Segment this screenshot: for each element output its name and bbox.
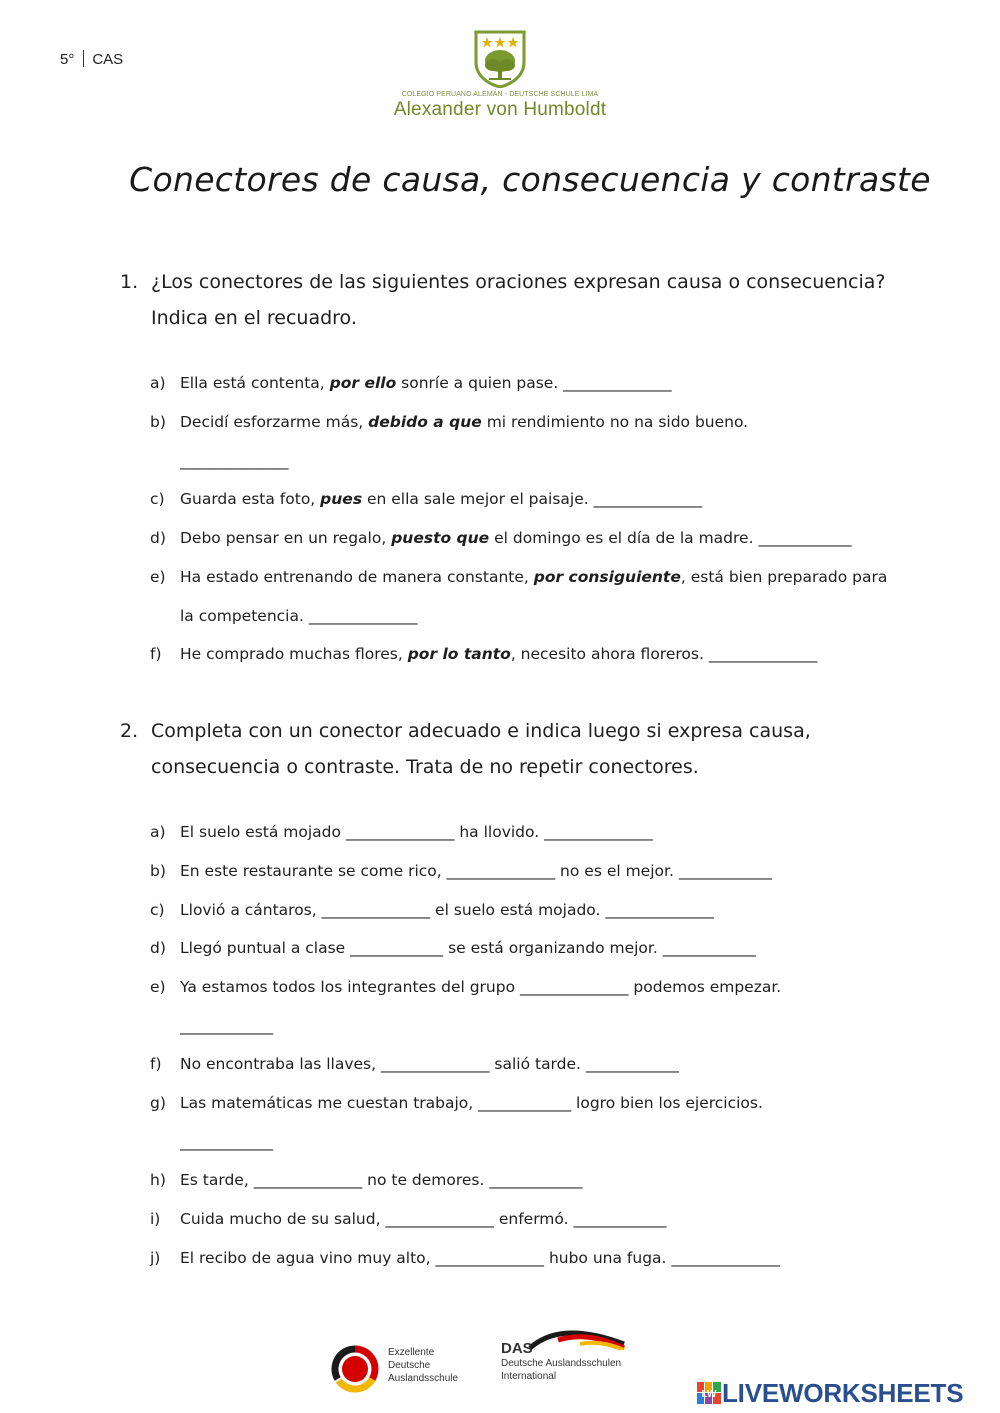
- grade-label: [60, 50, 123, 68]
- item-text: Guarda esta foto,: [180, 490, 321, 508]
- item-text: Llegó puntual a clase ____________ se está organizando mejor. ____________: [180, 939, 756, 957]
- item-text: Ya estamos todos los integrantes del grupo ______________ podemos empezar.: [180, 978, 782, 996]
- item-text: El recibo de agua vino muy alto, ______________ hubo una fuga. ______________: [180, 1249, 780, 1267]
- item-continuation[interactable]: la competencia. ______________: [180, 607, 418, 625]
- item-letter: c): [150, 490, 165, 508]
- answer-blank[interactable]: ____________: [180, 1017, 273, 1035]
- item-text: Es tarde, ______________ no te demores. ____________: [180, 1171, 583, 1189]
- exercise-item[interactable]: [150, 1054, 950, 1074]
- item-text: Debo pensar en un regalo,: [180, 529, 392, 547]
- item-text: , necesito ahora floreros. ______________: [510, 645, 818, 663]
- school-crest-icon: [474, 30, 526, 88]
- item-letter: h): [150, 1171, 166, 1189]
- item-text: Ha estado entrenando de manera constante,: [180, 568, 534, 586]
- item-letter: g): [150, 1094, 166, 1112]
- item-text: El suelo está mojado ______________ ha llovido. ______________: [180, 823, 653, 841]
- das-abbreviation: DAS: [501, 1340, 533, 1357]
- exercise-item[interactable]: [150, 822, 950, 842]
- item-text: En este restaurante se come rico, ______________ no es el mejor. ____________: [180, 862, 772, 880]
- item-letter: a): [150, 823, 166, 841]
- item-text: He comprado muchas flores,: [180, 645, 408, 663]
- das-line: International: [501, 1371, 557, 1382]
- exercise-item[interactable]: [150, 938, 950, 958]
- badge-text: LW: [701, 1389, 717, 1400]
- item-letter: e): [150, 978, 166, 996]
- school-name: Alexander von Humboldt: [393, 99, 607, 120]
- item-letter: b): [150, 862, 166, 880]
- connector-keyword: por ello: [329, 374, 397, 392]
- item-text: Llovió a cántaros, ______________ el suelo está mojado. ______________: [180, 901, 714, 919]
- item-text: , está bien preparado para: [680, 568, 888, 586]
- page-title: Conectores de causa, consecuencia y contraste: [129, 160, 931, 199]
- exercise-item: [150, 644, 950, 664]
- item-letter: a): [150, 374, 166, 392]
- item-letter: d): [150, 529, 166, 547]
- exercise-item[interactable]: [150, 1093, 950, 1113]
- edl-line: Auslandsschule: [388, 1373, 459, 1384]
- item-text: en ella sale mejor el paisaje. ______________: [362, 490, 703, 508]
- question-number: 2.: [120, 720, 139, 742]
- connector-keyword: por lo tanto: [407, 645, 511, 663]
- connector-keyword: por consiguiente: [533, 568, 681, 586]
- liveworksheets-brand: LIVEWORKSHEETS: [722, 1378, 964, 1408]
- item-letter: f): [150, 1055, 162, 1073]
- exercise-item[interactable]: [150, 1170, 950, 1190]
- question-2: [120, 713, 940, 785]
- connector-keyword: debido a que: [368, 413, 482, 431]
- item-text: Las matemáticas me cuestan trabajo, ____________ logro bien los ejercicios.: [180, 1094, 763, 1112]
- item-text: el domingo es el día de la madre. ____________: [489, 529, 852, 547]
- question-text-line-2: consecuencia o contraste. Trata de no repetir conectores.: [151, 756, 699, 778]
- answer-blank[interactable]: ____________: [180, 1133, 273, 1151]
- exercise-item[interactable]: [150, 900, 950, 920]
- item-text: No encontraba las llaves, ______________ salió tarde. ____________: [180, 1055, 679, 1073]
- item-letter: b): [150, 413, 166, 431]
- item-letter: j): [150, 1249, 161, 1267]
- exercise-item[interactable]: [150, 861, 950, 881]
- exercise-item: [150, 567, 950, 587]
- answer-blank[interactable]: ______________: [180, 452, 289, 470]
- item-letter: c): [150, 901, 165, 919]
- edl-line: Exzellente: [388, 1347, 435, 1358]
- exercise-item[interactable]: [150, 1248, 950, 1268]
- liveworksheets-badge-icon: [697, 1382, 721, 1404]
- exercise-item: [150, 489, 950, 509]
- exercise-item: [150, 373, 950, 393]
- school-subtitle: COLEGIO PERUANO ALEMÁN - DEUTSCHE SCHULE LIMA: [401, 91, 599, 98]
- das-logo-text: [501, 1341, 621, 1383]
- item-text: mi rendimiento no na sido bueno.: [481, 413, 749, 431]
- das-line: Deutsche Auslandsschulen: [501, 1358, 622, 1369]
- exercise-item[interactable]: [150, 977, 950, 997]
- excellent-school-text: [388, 1346, 458, 1385]
- subject: CAS: [92, 51, 124, 68]
- question-1: [120, 264, 940, 336]
- school-logo: [350, 30, 650, 121]
- item-text: Cuida mucho de su salud, ______________ enfermó. ____________: [180, 1210, 667, 1228]
- question-text-line-1: Completa con un conector adecuado e indica luego si expresa causa,: [151, 720, 811, 742]
- item-letter: f): [150, 645, 162, 663]
- item-letter: i): [150, 1210, 161, 1228]
- edl-line: Deutsche: [388, 1360, 431, 1371]
- connector-keyword: puesto que: [391, 529, 490, 547]
- question-text-line-1: ¿Los conectores de las siguientes oraciones expresan causa o consecuencia?: [151, 271, 886, 293]
- connector-keyword: pues: [320, 490, 363, 508]
- item-text: Decidí esforzarme más,: [180, 413, 369, 431]
- item-letter: d): [150, 939, 166, 957]
- excellent-school-logo-icon: [331, 1340, 383, 1396]
- exercise-item: [150, 528, 950, 548]
- grade: 5°: [60, 51, 75, 68]
- question-number: 1.: [120, 271, 139, 293]
- exercise-item: [150, 412, 950, 432]
- exercise-item[interactable]: [150, 1209, 950, 1229]
- item-text: sonríe a quien pase. ______________: [396, 374, 672, 392]
- divider: [83, 50, 84, 67]
- item-text: Ella está contenta,: [180, 374, 330, 392]
- item-letter: e): [150, 568, 166, 586]
- question-text-line-2: Indica en el recuadro.: [151, 307, 357, 329]
